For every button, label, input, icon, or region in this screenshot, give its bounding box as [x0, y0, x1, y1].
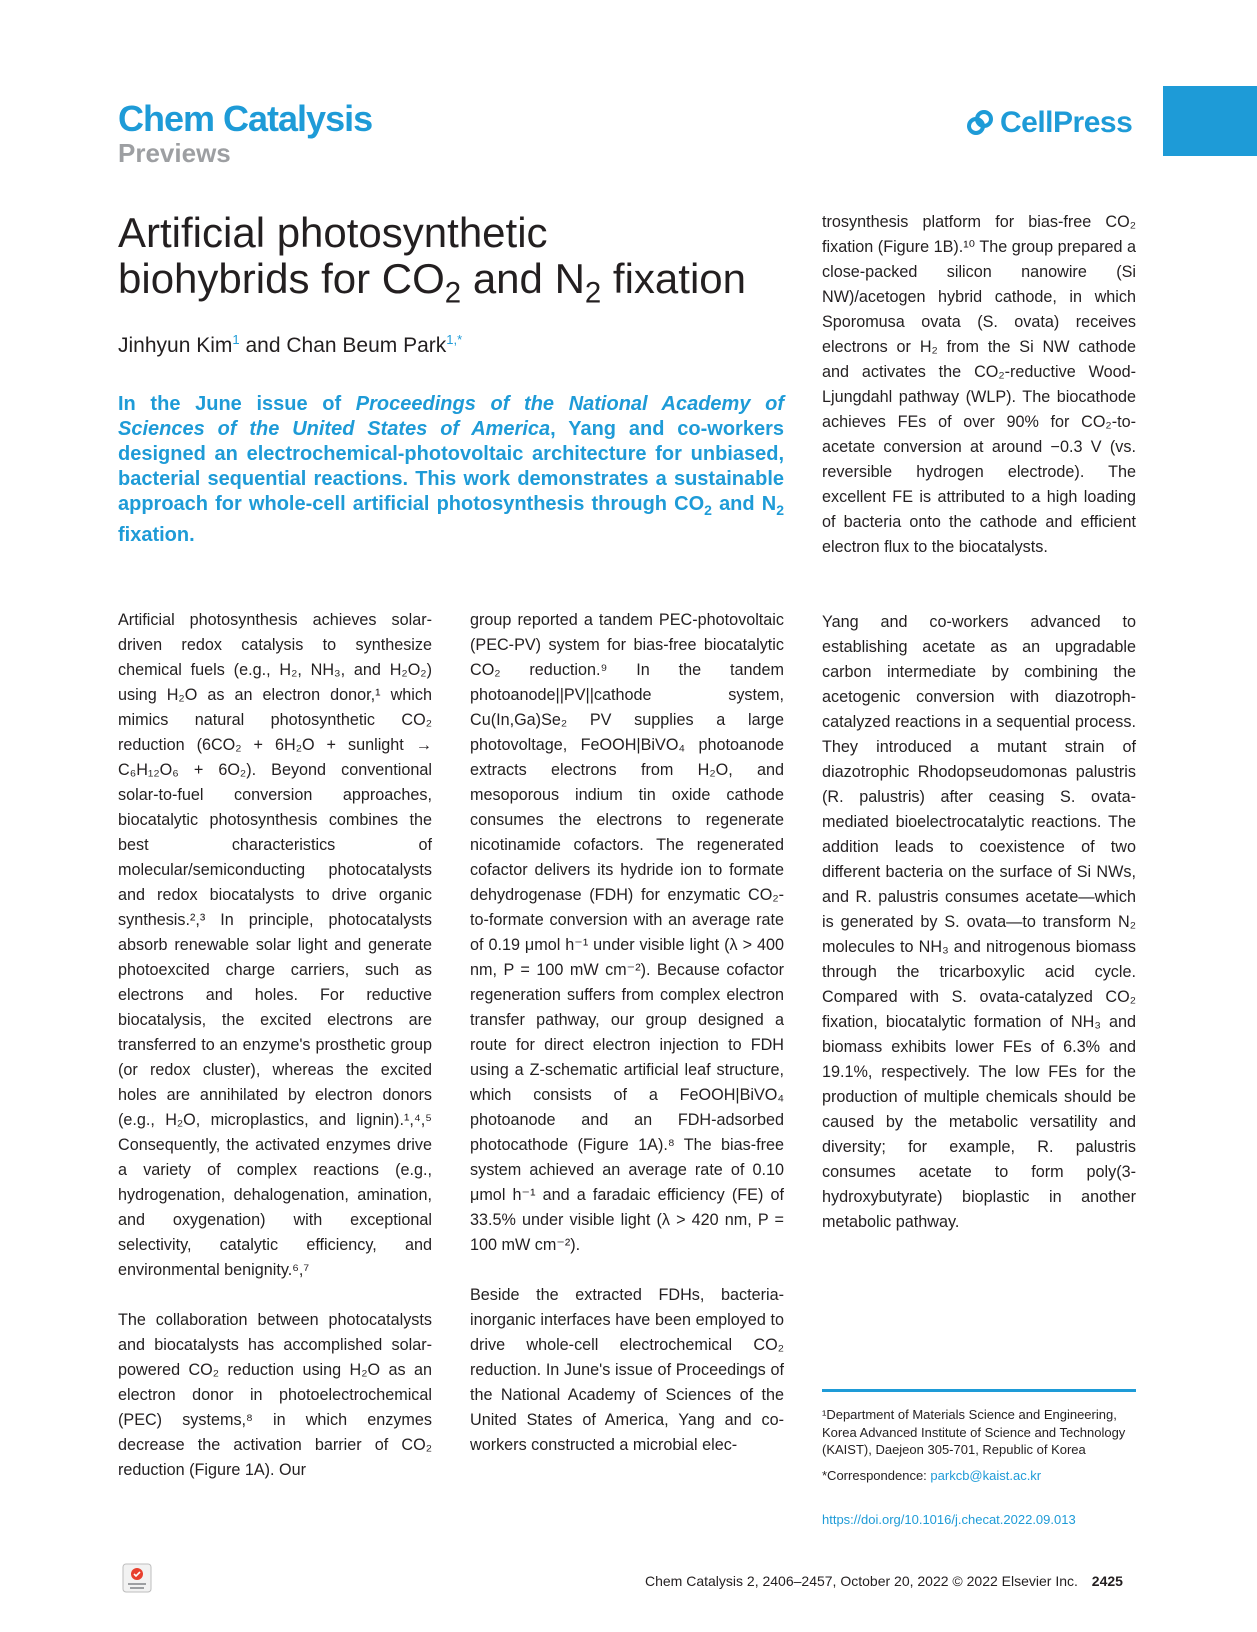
doi-link[interactable]: https://doi.org/10.1016/j.checat.2022.09.013	[822, 1512, 1076, 1527]
affiliation-block	[822, 1406, 1136, 1492]
author-name: Jinhyun Kim	[118, 334, 233, 357]
section-label: Previews	[118, 138, 231, 168]
page-footer	[645, 1573, 1123, 1589]
body-column-3-top	[822, 210, 1136, 585]
page-number: 2425	[1091, 1573, 1123, 1589]
journal-title: Chem Catalysis	[118, 98, 373, 139]
author-affiliation-ref[interactable]: 1	[232, 332, 240, 347]
corner-accent-tab	[1163, 86, 1257, 156]
correspondence-email-link[interactable]: parkcb@kaist.ac.kr	[930, 1467, 1042, 1483]
cellpress-logo-icon	[966, 109, 994, 137]
check-for-updates-icon[interactable]	[122, 1563, 152, 1593]
body-column-2	[470, 608, 784, 1483]
correspondence: *Correspondence: parkcb@kaist.ac.kr	[822, 1467, 1042, 1483]
body-column-3	[822, 610, 1136, 1260]
paragraph: Yang and co-workers advanced to establishing acetate as an upgradable carbon intermediate by combining the acetogenic conversion with diazotroph-catalyzed reactions in a sequential process. They introduced a mutant strain of diazotrophic Rhodopseudomonas palustris (R. palustris) after ceasing S. ovata-mediated bioelectrocatalytic reactions. The addition leads to coexistence of two different bacteria on the surface of Si NWs, and R. palustris consumes acetate—which is generated by S. ovata—to transform N₂ molecules to NH₃ and nitrogenous biomass through the tricarboxylic acid cycle. Compared with S. ovata-catalyzed CO₂ fixation, biocatalytic formation of NH₃ and biomass exhibits lower FEs of 6.3% and 19.1%, respectively. The low FEs for the production of multiple chemicals should be caused by the metabolic versatility and diversity; for example, R. palustris consumes acetate to form poly(3-hydroxybutyrate) bioplastic in another metabolic pathway.	[822, 613, 1136, 1231]
paragraph: Artificial photosynthesis achieves solar-driven redox catalysis to synthesize chemical fuels (e.g., H₂, NH₃, and H₂O₂) using H₂O as an electron donor,¹ which mimics natural photosynthetic CO₂ reduction (6CO₂ + 6H₂O + sunlight → C₆H₁₂O₆ + 6O₂). Beyond conventional solar-to-fuel conversion approaches, biocatalytic photosynthesis combines the best characteristics of molecular/semiconducting photocatalysts and redox biocatalysts to drive organic synthesis.²,³ In principle, photocatalysts absorb renewable solar light and generate photoexcited charge carriers, such as electrons and holes. For reductive biocatalysis, the excited electrons are transferred to an enzyme's prosthetic group (or redox cluster), whereas the excited holes are annihilated by electron donors (e.g., H₂O, microplastics, and lignin).¹,⁴,⁵ Consequently, the activated enzymes drive a variety of complex reactions (e.g., hydrogenation, dehalogenation, amination, and oxygenation) with exceptional selectivity, catalytic efficiency, and environmental benignity.⁶,⁷	[118, 611, 432, 1279]
affiliation-text: ¹Department of Materials Science and Engineering, Korea Advanced Institute of Science and Technology (KAIST), Daejeon 305-701, Republic of Korea	[822, 1407, 1126, 1457]
affiliation-divider	[822, 1389, 1136, 1392]
paragraph: The collaboration between photocatalysts and biocatalysts has accomplished solar-powered CO₂ reduction using H₂O as an electron donor in photoelectrochemical (PEC) systems,⁸ in which enzymes decrease the activation barrier of CO₂ reduction (Figure 1A). Our	[118, 1311, 432, 1479]
title-line-1: Artificial photosynthetic	[118, 209, 548, 256]
author-name: Chan Beum Park	[286, 334, 447, 357]
paragraph: trosynthesis platform for bias-free CO₂ fixation (Figure 1B).¹⁰ The group prepared a close-packed silicon nanowire (Si NW)/acetogen hybrid cathode, in which Sporomusa ovata (S. ovata) receives electrons or H₂ from the Si NW cathode and activates the CO₂-reductive Wood-Ljungdahl pathway (WLP). The biocathode achieves FEs of over 90% for CO₂-to-acetate conversion at around −0.3 V (vs. reversible hydrogen electrode). The excellent FE is attributed to a high loading of bacteria onto the cathode and efficient electron flux to the biocatalysts.	[822, 213, 1136, 556]
body-column-1	[118, 608, 432, 1508]
paragraph: group reported a tandem PEC-photovoltaic (PEC-PV) system for bias-free biocatalytic CO₂ reduction.⁹ In the tandem photoanode||PV||cathode system, Cu(In,Ga)Se₂ PV supplies a large photovoltage, FeOOH|BiVO₄ photoanode extracts electrons from H₂O, and mesoporous indium tin oxide cathode consumes the electrons to regenerate nicotinamide cofactors. The regenerated cofactor delivers its hydride ion to formate dehydrogenase (FDH) for enzymatic CO₂-to-formate conversion with an average rate of 0.19 μmol h⁻¹ under visible light (λ > 400 nm, P = 100 mW cm⁻²). Because cofactor regeneration suffers from complex electron transfer pathway, our group designed a route for direct electron injection to FDH using a Z-schematic artificial leaf structure, which consists of a FeOOH|BiVO₄ photoanode and an FDH-adsorbed photocathode (Figure 1A).⁸ The bias-free system achieved an average rate of 0.10 μmol h⁻¹ and a faradaic efficiency (FE) of 33.5% under visible light (λ > 420 nm, P = 100 mW cm⁻²).	[470, 611, 784, 1254]
publisher-name: CellPress	[1000, 106, 1133, 139]
publisher-logo[interactable]	[966, 106, 1132, 140]
article-title: Artificial photosynthetic biohybrids for $CO_2$ and $N_2$ fixation	[118, 209, 747, 310]
citation-line: Chem Catalysis 2, 2406–2457, October 20, 2022 © 2022 Elsevier Inc.	[645, 1573, 1078, 1589]
abstract: In the June issue of Proceedings of the National Academy of Sciences of the United States of America, Yang and co-workers designed an electrochemical-photovoltaic architecture for unbiased, bacterial sequential reactions. This work demonstrates a sustainable approach for whole-cell artificial photosynthesis through $CO_2$ and $N_2$ fixation.	[118, 393, 784, 546]
paragraph: Beside the extracted FDHs, bacteria-inorganic interfaces have been employed to drive whole-cell electrochemical CO₂ reduction. In June's issue of Proceedings of the National Academy of Sciences of the United States of America, Yang and co-workers constructed a microbial elec-	[470, 1286, 784, 1454]
author-list: Jinhyun Kim$^1$ and Chan Beum Park$^{1,*}$	[118, 332, 463, 357]
author-affiliation-ref[interactable]: 1,*	[446, 332, 463, 347]
